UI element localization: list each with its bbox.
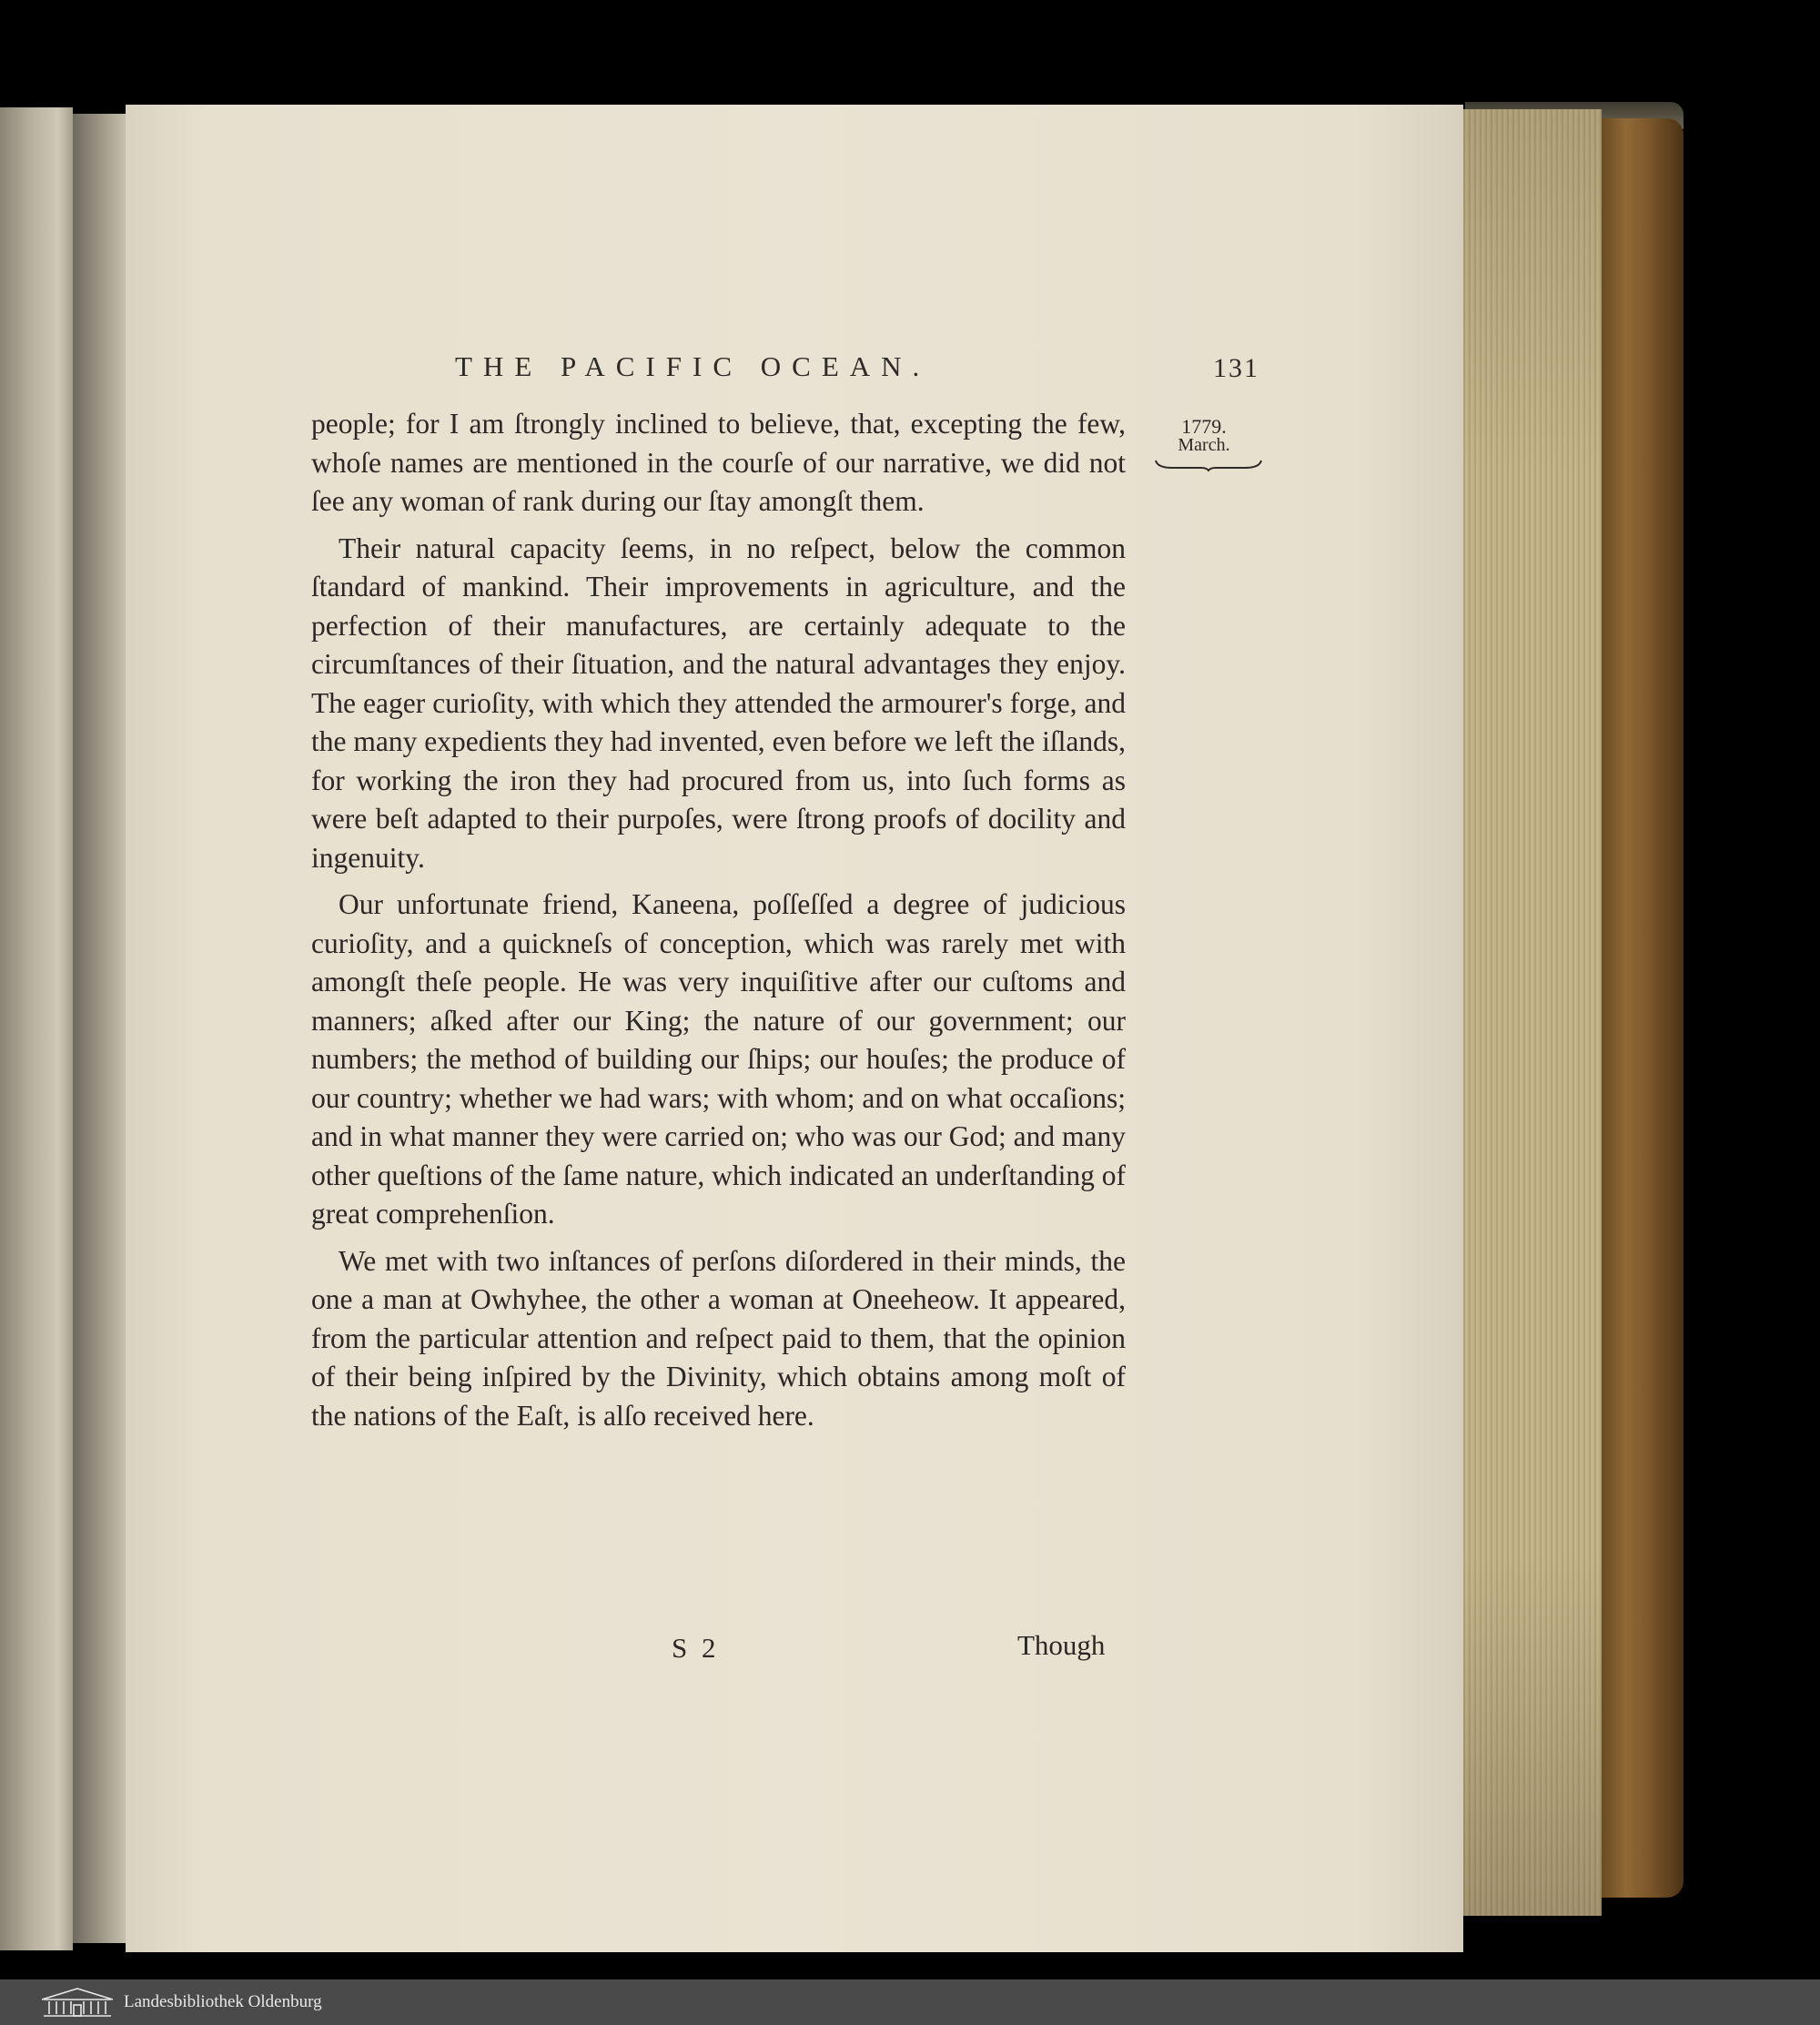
brace-icon bbox=[1154, 459, 1263, 471]
body-text bbox=[311, 405, 1126, 1443]
page-number: 131 bbox=[1213, 353, 1259, 383]
margin-note-year: 1779. bbox=[1181, 415, 1227, 438]
signature-mark: S 2 bbox=[672, 1632, 720, 1664]
paragraph-3: Our unfortunate friend, Kaneena, poſſeſſed a degree of judicious curioſity, and a quickneſs of conception, which was rarely met with amongſt theſe people. He was very inquiſitive after our cuſtoms and manners; aſked after our King; the nature of our government; our numbers; the method of building our ſhips; our houſes; the produce of our country; whether we had wars; with whom; and on what occaſions; and in what manner they were carried on; who was our God; and many other queſtions of the ſame nature, which indicated an underſtanding of great comprehenſion. bbox=[311, 888, 1126, 1230]
library-building-icon bbox=[40, 1987, 115, 2018]
running-head: THE PACIFIC OCEAN. bbox=[455, 350, 931, 382]
left-page-edge bbox=[0, 107, 73, 1950]
margin-note-month: March. bbox=[1178, 435, 1230, 455]
catchword: Though bbox=[1017, 1629, 1106, 1661]
margin-note bbox=[1154, 417, 1254, 471]
footer-bar bbox=[0, 1979, 1820, 2025]
book-cover-spine bbox=[1602, 118, 1684, 1898]
book-gutter bbox=[73, 114, 126, 1943]
paragraph-4: We met with two inſtances of perſons diſordered in their minds, the one a man at Owhyhee, the other a woman at Oneeheow. It appeared, from the particular attention and reſpect paid to them, that the opinion of their being inſpired by the Divinity, which obtains among moſt of the nations of the Eaſt, is alſo received here. bbox=[311, 1244, 1126, 1432]
library-name: Landesbibliothek Oldenburg bbox=[124, 1992, 322, 2011]
paragraph-2: Their natural capacity ſeems, in no reſpect, below the common ſtandard of mankind. Their improvements in agriculture, and the perfection of their manufactures, are certainly adequate to the circumſtances of their ſituation, and the natural advantages they enjoy. The eager curioſity, with which they attended the armourer's forge, and the many expedients they had invented, even before we left the iſlands, for working the iron they had procured from us, into ſuch forms as were beſt adapted to their purpoſes, were ſtrong proofs of docility and ingenuity. bbox=[311, 532, 1126, 874]
paragraph-1: people; for I am ſtrongly inclined to believe, that, excepting the few, whoſe names are mentioned in the courſe of our narrative, we did not ſee any woman of rank during our ſtay amongſt them. bbox=[311, 408, 1126, 517]
